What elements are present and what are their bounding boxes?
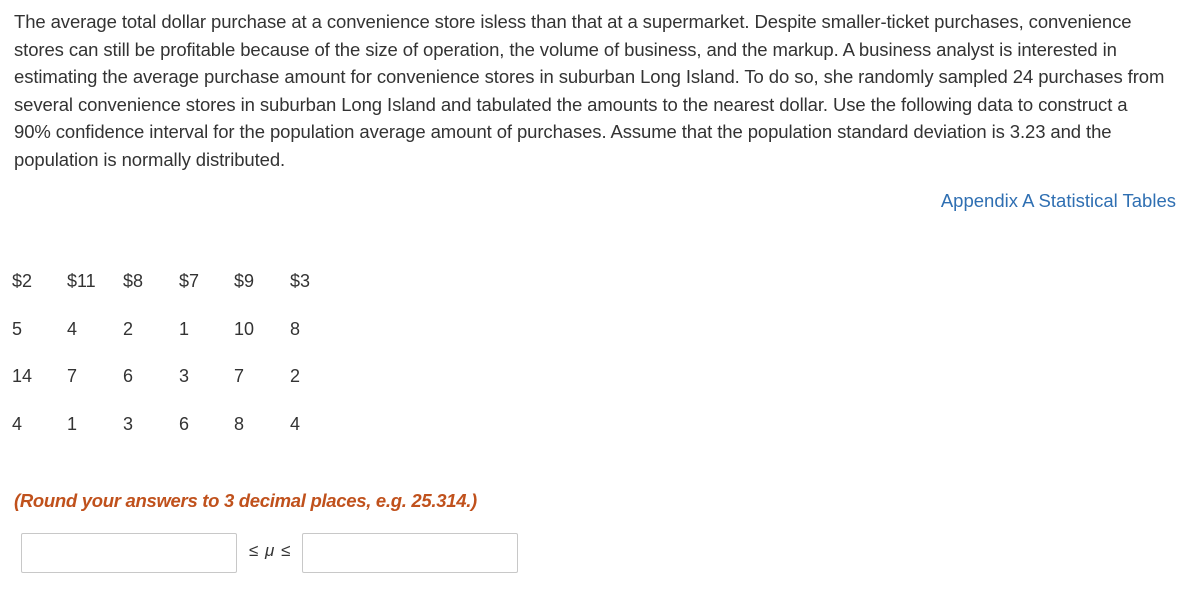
table-row <box>12 258 330 306</box>
rounding-instructions: (Round your answers to 3 decimal places, e.g. 25.314.) <box>14 490 477 511</box>
table-cell: 4 <box>12 413 23 434</box>
problem-statement: The average total dollar purchase at a convenience store isless than that at a supermarket. Despite smaller-ticket purchases, convenience stores can still be profitable because of the size of operation, the volume of business, and the markup. A business analyst is interested in estimating the average purchase amount for convenience stores in suburban Long Island. To do so, she randomly sampled 24 purchases from several convenience stores in suburban Long Island and tabulated the amounts to the nearest dollar. Use the following data to construct a 90% confidence interval for the population average amount of purchases. Assume that the population standard deviation is 3.23 and the population is normally distributed. <box>14 11 1165 170</box>
purchase-data-table <box>12 258 330 448</box>
table-cell: 8 <box>234 413 245 434</box>
mu-inequality-label: ≤ μ ≤ <box>249 541 292 560</box>
table-cell: 7 <box>234 366 245 387</box>
table-cell: 1 <box>67 413 78 434</box>
table-row <box>12 306 330 354</box>
table-cell: $11 <box>67 271 96 292</box>
table-cell: 7 <box>67 366 78 387</box>
table-cell: 14 <box>12 366 33 387</box>
table-cell: 2 <box>123 318 134 339</box>
table-cell: 5 <box>12 318 23 339</box>
table-cell: 3 <box>179 366 190 387</box>
table-cell: 4 <box>67 318 78 339</box>
table-cell: 10 <box>234 318 255 339</box>
appendix-statistical-tables-link[interactable]: Appendix A Statistical Tables <box>940 190 1176 211</box>
table-cell: 4 <box>290 413 301 434</box>
table-cell: 3 <box>123 413 134 434</box>
table-cell: $8 <box>123 271 144 292</box>
table-cell: $9 <box>234 271 255 292</box>
table-cell: 1 <box>179 318 190 339</box>
table-cell: 6 <box>179 413 190 434</box>
table-cell: 6 <box>123 366 134 387</box>
table-cell: 2 <box>290 366 301 387</box>
table-row <box>12 353 330 401</box>
table-row <box>12 401 330 449</box>
lower-bound-input[interactable] <box>21 533 237 573</box>
table-cell: $7 <box>179 271 200 292</box>
table-cell: $3 <box>290 271 311 292</box>
upper-bound-input[interactable] <box>302 533 518 573</box>
table-cell: 8 <box>290 318 301 339</box>
table-cell: $2 <box>12 271 33 292</box>
